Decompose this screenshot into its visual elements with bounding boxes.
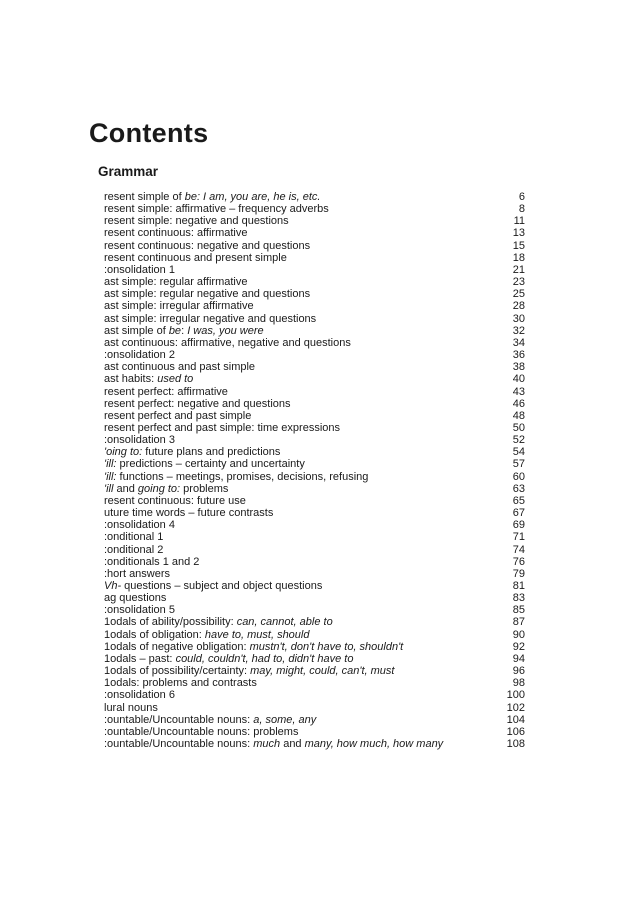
- toc-entry-title: [104, 580, 322, 592]
- toc-entry-title: [104, 714, 316, 726]
- toc-entry-page: 38: [512, 361, 525, 374]
- toc-entry-page: 63: [512, 482, 525, 495]
- toc-entry: [104, 264, 525, 276]
- toc-entry-title-italic: 'ill:: [104, 470, 117, 483]
- toc-entry-title-italic: have to, must, should: [204, 628, 310, 641]
- toc-entry-title-text: problems: [180, 482, 229, 495]
- toc-entry-title: [104, 264, 175, 276]
- toc-entry-title: [104, 592, 166, 604]
- toc-entry: [104, 568, 525, 580]
- toc-entry-title: [104, 702, 158, 714]
- toc-entry-title: [104, 398, 291, 410]
- toc-entry: [104, 276, 525, 288]
- toc-entry-title: [104, 422, 340, 434]
- toc-entry-page: 46: [512, 397, 525, 410]
- toc-entry: [104, 349, 525, 361]
- toc-entry-title-italic: can, cannot, able to: [236, 616, 333, 629]
- toc-entry: [104, 203, 525, 215]
- toc-entry-title: [104, 689, 175, 701]
- toc-entry: [104, 313, 525, 325]
- toc-entry-title-text: ast habits:: [104, 373, 158, 386]
- toc-entry-page: 98: [512, 677, 525, 690]
- toc-entry: [104, 386, 525, 398]
- toc-entry-page: 67: [512, 507, 525, 520]
- toc-entry-title-text: :onditional 1: [104, 531, 164, 544]
- toc-entry: [104, 544, 525, 556]
- toc-entry-title-text: :onsolidation 5: [104, 604, 175, 617]
- toc-entry-title: [104, 544, 163, 556]
- toc-entry-title: [104, 604, 175, 616]
- section-heading-container: [98, 164, 224, 182]
- toc-entry-title-italic: going to:: [137, 482, 181, 495]
- toc-entry-title-text: 1odals: problems and contrasts: [104, 677, 257, 690]
- toc-entry-title-text: :ountable/Uncountable nouns:: [104, 713, 254, 726]
- toc-entry: [104, 471, 525, 483]
- toc-entry-title-text: uture time words – future contrasts: [104, 507, 274, 520]
- toc-entry-title: [104, 556, 199, 568]
- toc-entry-page: 60: [512, 470, 525, 483]
- toc-entry-title-italic: mustn't, don't have to, shouldn't: [249, 640, 404, 653]
- toc-entry-title-italic: 'oing to:: [104, 446, 143, 459]
- toc-entry-title-text: 1odals – past:: [104, 652, 176, 665]
- toc-entry-title-text: :onsolidation 1: [104, 263, 175, 276]
- toc-entry-title-text: resent continuous and present simple: [104, 251, 287, 264]
- toc-entry: [104, 556, 525, 568]
- table-of-contents: [104, 191, 525, 750]
- toc-entry: [104, 483, 525, 495]
- toc-entry: [104, 495, 525, 507]
- toc-entry-page: 85: [512, 604, 525, 617]
- toc-entry-title: [104, 531, 163, 543]
- toc-entry-title-text: :onsolidation 4: [104, 519, 175, 532]
- toc-entry-title: [104, 446, 280, 458]
- toc-entry-title: [104, 215, 289, 227]
- toc-entry: [104, 629, 525, 641]
- toc-entry-page: 74: [512, 543, 525, 556]
- toc-entry-title-text: 1odals of negative obligation:: [104, 640, 250, 653]
- toc-entry-page: 92: [512, 640, 525, 653]
- toc-entry: [104, 240, 525, 252]
- toc-entry-title-text: resent perfect: affirmative: [104, 385, 228, 398]
- toc-entry-title: [104, 349, 175, 361]
- toc-entry-page: 90: [512, 628, 525, 641]
- toc-entry: [104, 665, 525, 677]
- toc-entry-title: [104, 337, 351, 349]
- toc-entry-page: 100: [506, 689, 525, 702]
- toc-entry-title: [104, 252, 287, 264]
- toc-entry-title: [104, 665, 394, 677]
- toc-entry-title-text: lural nouns: [104, 701, 158, 714]
- toc-entry-page: 6: [518, 191, 525, 203]
- toc-entry-page: 57: [512, 458, 525, 471]
- toc-entry-title-italic: 'ill: [104, 482, 114, 495]
- toc-entry-title-italic: I was, you were: [187, 324, 264, 337]
- toc-entry-page: 15: [512, 239, 525, 252]
- toc-entry-page: 8: [518, 203, 525, 216]
- toc-entry-title: [104, 203, 329, 215]
- toc-entry: [104, 726, 525, 738]
- toc-entry: [104, 616, 525, 628]
- toc-entry-page: 11: [513, 215, 525, 228]
- toc-entry-title-italic: much: [253, 738, 281, 751]
- toc-entry-title-italic: a, some, any: [253, 713, 317, 726]
- toc-entry-page: 76: [512, 555, 525, 568]
- toc-entry-page: 34: [512, 336, 525, 349]
- toc-entry: [104, 252, 525, 264]
- toc-entry-page: 108: [506, 738, 525, 751]
- toc-entry: [104, 702, 525, 714]
- toc-entry-title-italic: could, couldn't, had to, didn't have to: [175, 652, 354, 665]
- toc-entry-title: [104, 458, 305, 470]
- toc-entry-title: [104, 313, 316, 325]
- toc-entry-page: 40: [512, 373, 525, 386]
- toc-entry: [104, 373, 525, 385]
- toc-entry-title: [104, 495, 246, 507]
- toc-entry: [104, 410, 525, 422]
- toc-entry-page: 48: [512, 409, 525, 422]
- toc-entry-title-text: :onsolidation 6: [104, 689, 175, 702]
- toc-entry-title-text: ast simple: regular affirmative: [104, 276, 248, 289]
- page-title-container: [89, 118, 304, 154]
- toc-entry: [104, 738, 525, 750]
- toc-entry-title: [104, 227, 247, 239]
- toc-entry: [104, 325, 525, 337]
- toc-entry: [104, 458, 525, 470]
- toc-entry-title-italic: many, how much, how many: [304, 738, 444, 751]
- toc-entry: [104, 714, 525, 726]
- toc-entry-title-text: :hort answers: [104, 567, 171, 580]
- toc-entry: [104, 507, 525, 519]
- toc-entry-page: 30: [512, 312, 525, 325]
- toc-entry: [104, 398, 525, 410]
- toc-entry-title-italic: be: [168, 324, 182, 337]
- toc-entry-title-text: resent simple: affirmative – frequency adverbs: [104, 203, 329, 216]
- toc-entry-title: [104, 738, 443, 750]
- section-heading: Grammar: [98, 164, 159, 179]
- toc-entry: [104, 592, 525, 604]
- toc-entry-page: 23: [512, 276, 525, 289]
- toc-entry-title-text: predictions – certainty and uncertainty: [116, 458, 305, 471]
- toc-entry-page: 65: [512, 494, 525, 507]
- toc-entry-title: [104, 483, 228, 495]
- toc-entry-page: 13: [512, 227, 525, 240]
- toc-entry-title: [104, 276, 247, 288]
- toc-entry-title-text: questions – subject and object questions: [121, 580, 323, 592]
- toc-entry-title: [104, 677, 257, 689]
- toc-entry-title-text: ast continuous: affirmative, negative and questions: [104, 336, 351, 349]
- toc-entry: [104, 422, 525, 434]
- toc-entry-title: [104, 410, 251, 422]
- toc-entry-title-text: ast continuous and past simple: [104, 361, 256, 374]
- toc-entry-title-text: ast simple of: [104, 324, 169, 337]
- toc-entry-title: [104, 386, 228, 398]
- toc-entry-title-italic: be: I am, you are, he is, etc.: [184, 191, 321, 203]
- toc-entry-title-italic: 'ill:: [104, 458, 117, 471]
- toc-entry-title: [104, 325, 264, 337]
- toc-entry-title: [104, 300, 254, 312]
- toc-entry-page: 96: [512, 665, 525, 678]
- toc-entry-title: [104, 507, 273, 519]
- toc-entry: [104, 531, 525, 543]
- toc-entry-page: 81: [512, 580, 525, 592]
- toc-entry-page: 87: [512, 616, 525, 629]
- toc-entry-page: 69: [512, 519, 525, 532]
- toc-entry-page: 94: [512, 652, 525, 665]
- toc-entry-page: 54: [512, 446, 525, 459]
- toc-entry: [104, 580, 525, 592]
- toc-entry: [104, 677, 525, 689]
- toc-entry: [104, 434, 525, 446]
- toc-entry-page: 52: [512, 434, 525, 447]
- toc-entry-title-text: :ountable/Uncountable nouns: problems: [104, 725, 299, 738]
- toc-entry-title-text: :onditional 2: [104, 543, 164, 556]
- toc-entry-title-text: resent continuous: future use: [104, 494, 246, 507]
- toc-entry-title: [104, 373, 193, 385]
- toc-entry-title: [104, 240, 310, 252]
- toc-entry-title: [104, 653, 353, 665]
- toc-entry: [104, 215, 525, 227]
- toc-entry-title-text: 1odals of ability/possibility:: [104, 616, 237, 629]
- toc-entry-title-text: and: [280, 738, 305, 751]
- toc-entry-title-text: and: [113, 482, 138, 495]
- toc-entry-title: [104, 361, 255, 373]
- toc-entry-title: [104, 519, 175, 531]
- toc-entry-title-text: resent perfect and past simple: [104, 409, 252, 422]
- toc-entry-page: 25: [512, 288, 525, 301]
- toc-entry-title-italic: used to: [157, 373, 194, 386]
- toc-entry-title-text: resent perfect: negative and questions: [104, 397, 291, 410]
- toc-entry: [104, 361, 525, 373]
- toc-entry: [104, 519, 525, 531]
- toc-entry: [104, 191, 525, 203]
- toc-entry: [104, 641, 525, 653]
- toc-entry-page: 104: [506, 713, 525, 726]
- toc-entry-title-text: resent perfect and past simple: time expressions: [104, 421, 341, 434]
- toc-entry-title-text: 1odals of possibility/certainty:: [104, 665, 251, 678]
- toc-entry-title: [104, 568, 170, 580]
- toc-entry: [104, 227, 525, 239]
- toc-entry: [104, 653, 525, 665]
- toc-entry-title-text: 1odals of obligation:: [104, 628, 205, 641]
- toc-entry: [104, 689, 525, 701]
- toc-entry-title-text: functions – meetings, promises, decisions, refusing: [116, 470, 369, 483]
- toc-entry-page: 32: [512, 324, 525, 337]
- toc-entry-title-text: :onditionals 1 and 2: [104, 555, 200, 568]
- toc-entry: [104, 337, 525, 349]
- toc-entry: [104, 604, 525, 616]
- toc-entry-title-text: ast simple: regular negative and questions: [104, 288, 311, 301]
- toc-entry: [104, 300, 525, 312]
- toc-entry-title-text: resent simple of: [104, 191, 185, 203]
- toc-entry-title-text: resent simple: negative and questions: [104, 215, 289, 228]
- toc-entry-title-text: ast simple: irregular affirmative: [104, 300, 254, 313]
- toc-entry-title-text: :ountable/Uncountable nouns:: [104, 738, 254, 751]
- toc-entry-title: [104, 434, 175, 446]
- toc-entry-title: [104, 726, 298, 738]
- toc-entry-page: 43: [512, 385, 525, 398]
- page-title: Contents: [89, 118, 209, 148]
- toc-entry-title-italic: Vh-: [104, 580, 122, 592]
- toc-entry-page: 106: [506, 725, 525, 738]
- toc-entry-page: 36: [512, 349, 525, 362]
- toc-entry-title: [104, 629, 309, 641]
- toc-entry-title-text: resent continuous: affirmative: [104, 227, 248, 240]
- toc-entry-title-text: future plans and predictions: [142, 446, 281, 459]
- toc-entry-title-italic: may, might, could, can't, must: [250, 665, 395, 678]
- toc-entry-title-text: ast simple: irregular negative and questions: [104, 312, 317, 325]
- toc-entry-page: 79: [512, 567, 525, 580]
- toc-entry-page: 83: [512, 592, 525, 605]
- toc-entry-title: [104, 288, 310, 300]
- toc-entry-page: 18: [512, 251, 525, 264]
- toc-entry-title: [104, 616, 333, 628]
- toc-entry-title-text: :onsolidation 2: [104, 349, 175, 362]
- toc-entry-page: 50: [512, 421, 525, 434]
- toc-entry: [104, 446, 525, 458]
- toc-entry-page: 21: [512, 263, 525, 276]
- toc-entry-title-text: resent continuous: negative and questions: [104, 239, 311, 252]
- toc-entry-title-text: :: [181, 324, 188, 337]
- toc-entry: [104, 288, 525, 300]
- toc-entry-title: [104, 191, 320, 203]
- toc-entry-title-text: ag questions: [104, 592, 167, 605]
- toc-entry-page: 28: [512, 300, 525, 313]
- toc-entry-title: [104, 471, 368, 483]
- toc-entry-title-text: :onsolidation 3: [104, 434, 175, 447]
- toc-entry-page: 71: [512, 531, 525, 544]
- toc-entry-title: [104, 641, 403, 653]
- toc-entry-page: 102: [506, 701, 525, 714]
